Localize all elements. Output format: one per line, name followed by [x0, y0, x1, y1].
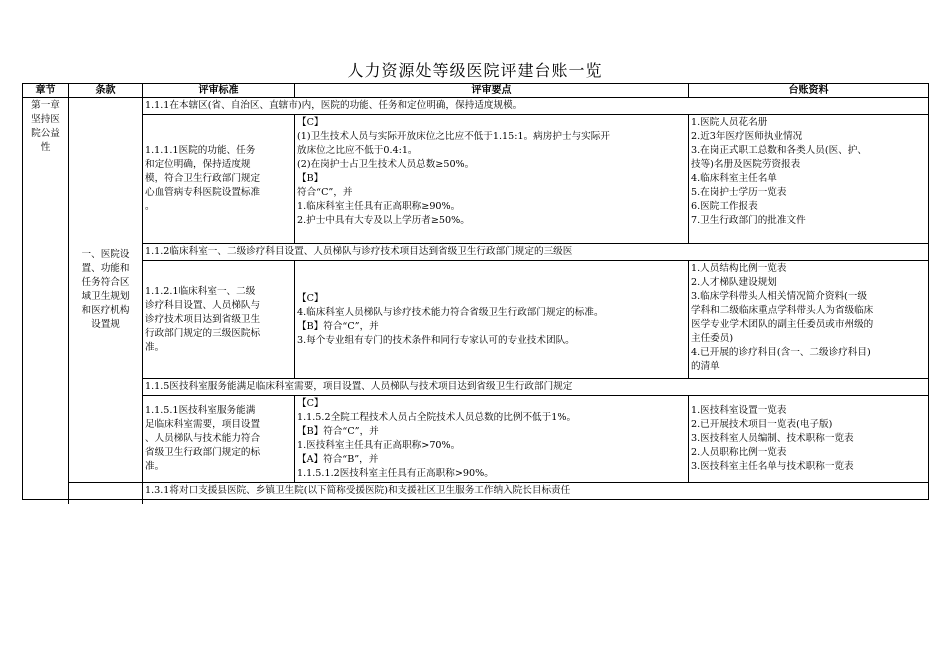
point-line: 1.医技科室主任具有正高职称>70%。: [297, 440, 461, 451]
standard-line: 足临床科室需要，项目设置: [145, 419, 261, 430]
header-chapter: 章节: [23, 84, 69, 98]
section-heading-row: [23, 244, 929, 261]
doc-line: 3.在岗正式职工总数和各类人员(医、护、: [691, 145, 867, 156]
section-content-row: [23, 261, 929, 379]
doc-line: 1.人员结构比例一览表: [691, 263, 787, 274]
article-line: 设置规: [91, 319, 120, 330]
standard-line: 准。: [145, 461, 165, 472]
standard-line: 和定位明确，保持适度规: [145, 159, 251, 170]
doc-line: 技等)名册及医院劳资报表: [691, 159, 801, 170]
section-heading: 1.1.1在本辖区(省、自治区、直辖市)内，医院的功能、任务和定位明确，保持适度规模。: [143, 98, 929, 115]
doc-line: 4.临床科室主任名单: [691, 173, 777, 184]
key-points-cell: [295, 261, 689, 379]
point-line: (1)卫生技术人员与实际开放床位之比应不低于1.15:1。病房护士与实际开: [297, 131, 610, 142]
standard-line: 准。: [145, 341, 165, 353]
doc-line: 医学专业学术团队的副主任委员或市州级的: [691, 319, 874, 330]
doc-line: 3.临床学科带头人相关情况简介资料(一级: [691, 291, 867, 302]
doc-line: 主任委员): [691, 333, 734, 344]
doc-line: 6.医院工作报表: [691, 201, 758, 212]
chapter-cell: [23, 98, 69, 500]
doc-line: 5.在岗护士学历一览表: [691, 187, 787, 198]
article-line: 和医疗机构: [81, 305, 130, 316]
doc-line: 2.人才梯队建设规划: [691, 277, 777, 288]
chapter-line: 第一章: [31, 100, 60, 111]
section-heading: 1.3.1将对口支援县医院、乡镇卫生院(以下简称受援医院)和支援社区卫生服务工作纳入院长目标责任: [143, 483, 929, 500]
section-heading-row: [23, 483, 929, 500]
empty-cell: [69, 500, 143, 504]
standard-cell: [143, 115, 295, 244]
chapter-line: 性: [40, 142, 51, 153]
doc-line: 1.医院人员花名册: [691, 117, 768, 128]
point-line: 1.临床科室主任具有正高职称≥90%。: [297, 201, 461, 212]
point-line: 4.临床科室人员梯队与诊疗技术能力符合省级卫生行政部门规定的标准。: [297, 306, 604, 318]
point-line: 【C】: [297, 292, 324, 304]
section-heading: 1.1.5医技科室服务能满足临床科室需要，项目设置、人员梯队与技术项目达到省级卫生行政部门规定: [143, 379, 929, 396]
doc-line: 4.已开展的诊疗科目(含一、二级诊疗科目): [691, 347, 871, 358]
point-line: 【C】: [297, 398, 324, 409]
header-key-points: 评审要点: [295, 84, 689, 98]
doc-line: 2.已开展技术项目一览表(电子版): [691, 419, 833, 430]
empty-cell: [23, 500, 69, 504]
standard-line: 行政部门规定的三级医院标: [145, 327, 261, 339]
standard-line: 诊疗科目设置、人员梯队与: [145, 299, 261, 311]
doc-line: 3.医技科室人员编制、技术职称一览表: [691, 433, 854, 444]
section-content-row: [23, 115, 929, 244]
article-cell: [69, 98, 143, 483]
article-line: 域卫生规划: [81, 291, 130, 302]
point-line: 放床位之比应不低于0.4:1。: [297, 145, 418, 156]
point-line: 2.护士中具有大专及以上学历者≥50%。: [297, 215, 470, 226]
standard-cell: [143, 261, 295, 379]
article-line: 任务符合区: [81, 277, 130, 288]
doc-line: 1.医技科室设置一览表: [691, 405, 787, 416]
point-line: 1.1.5.1.2医技科室主任具有正高职称>90%。: [297, 468, 494, 479]
standard-line: 省级卫生行政部门规定的标: [145, 447, 261, 458]
doc-line: 3.医技科室主任名单与技术职称一览表: [691, 461, 854, 472]
standard-line: 诊疗技术项目达到省级卫生: [145, 313, 261, 325]
header-row: [23, 84, 929, 98]
standard-line: 心血管病专科医院设置标准: [145, 187, 261, 198]
article-line: 一、医院设: [81, 249, 130, 260]
section-content-row: [23, 396, 929, 483]
point-line: 符合“C”，并: [297, 187, 353, 198]
point-line: 1.1.5.2全院工程技术人员占全院技术人员总数的比例不低于1%。: [297, 412, 577, 423]
standard-line: 1.1.5.1医技科室服务能满: [145, 405, 256, 416]
ledger-docs-cell: [689, 396, 929, 483]
header-ledger-docs: 台账资料: [689, 84, 929, 98]
doc-line: 2.人员职称比例一览表: [691, 447, 787, 458]
section-heading: 1.1.2临床科室一、二级诊疗科目设置、人员梯队与诊疗技术项目达到省级卫生行政部门规定的三级医: [143, 244, 929, 261]
point-line: 3.每个专业组有专门的技术条件和同行专家认可的专业技术团队。: [297, 334, 575, 346]
ledger-docs-cell: [689, 261, 929, 379]
page-title: 人力资源处等级医院评建台账一览: [347, 61, 603, 80]
section-heading-row: [23, 379, 929, 396]
key-points-cell: [295, 396, 689, 483]
doc-line: 2.近3年医疗医师执业情况: [691, 131, 803, 142]
chapter-line: 院公益: [31, 128, 60, 139]
section-heading-row: [23, 98, 929, 115]
article-line: 置、功能和: [81, 263, 130, 274]
point-line: 【B】符合“C”，并: [297, 426, 379, 437]
doc-line: 学科和二级临床重点学科带头人为省级临床: [691, 305, 874, 316]
standard-line: 、人员梯队与技术能力符合: [145, 433, 261, 444]
ledger-table: [22, 83, 929, 504]
key-points-cell: [295, 115, 689, 244]
point-line: 【B】符合“C”，并: [297, 320, 379, 332]
cut-off-row: [23, 500, 929, 504]
chapter-line: 坚持医: [31, 114, 60, 125]
article-cell-next: [69, 483, 143, 500]
standard-line: 。: [145, 201, 155, 212]
point-line: 【B】: [297, 173, 324, 184]
standard-line: 1.1.1.1医院的功能、任务: [145, 145, 256, 156]
header-standard: 评审标准: [143, 84, 295, 98]
doc-line: 的清单: [691, 361, 720, 372]
point-line: (2)在岗护士占卫生技术人员总数≥50%。: [297, 159, 475, 170]
header-article: 条款: [69, 84, 143, 98]
standard-cell: [143, 396, 295, 483]
doc-line: 7.卫生行政部门的批准文件: [691, 215, 806, 226]
point-line: 【A】符合“B”，并: [297, 454, 379, 465]
ledger-docs-cell: [689, 115, 929, 244]
standard-line: 模，符合卫生行政部门规定: [145, 173, 261, 184]
standard-line: 1.1.2.1临床科室一、二级: [145, 285, 256, 297]
point-line: 【C】: [297, 117, 324, 128]
empty-cell: [143, 500, 929, 504]
